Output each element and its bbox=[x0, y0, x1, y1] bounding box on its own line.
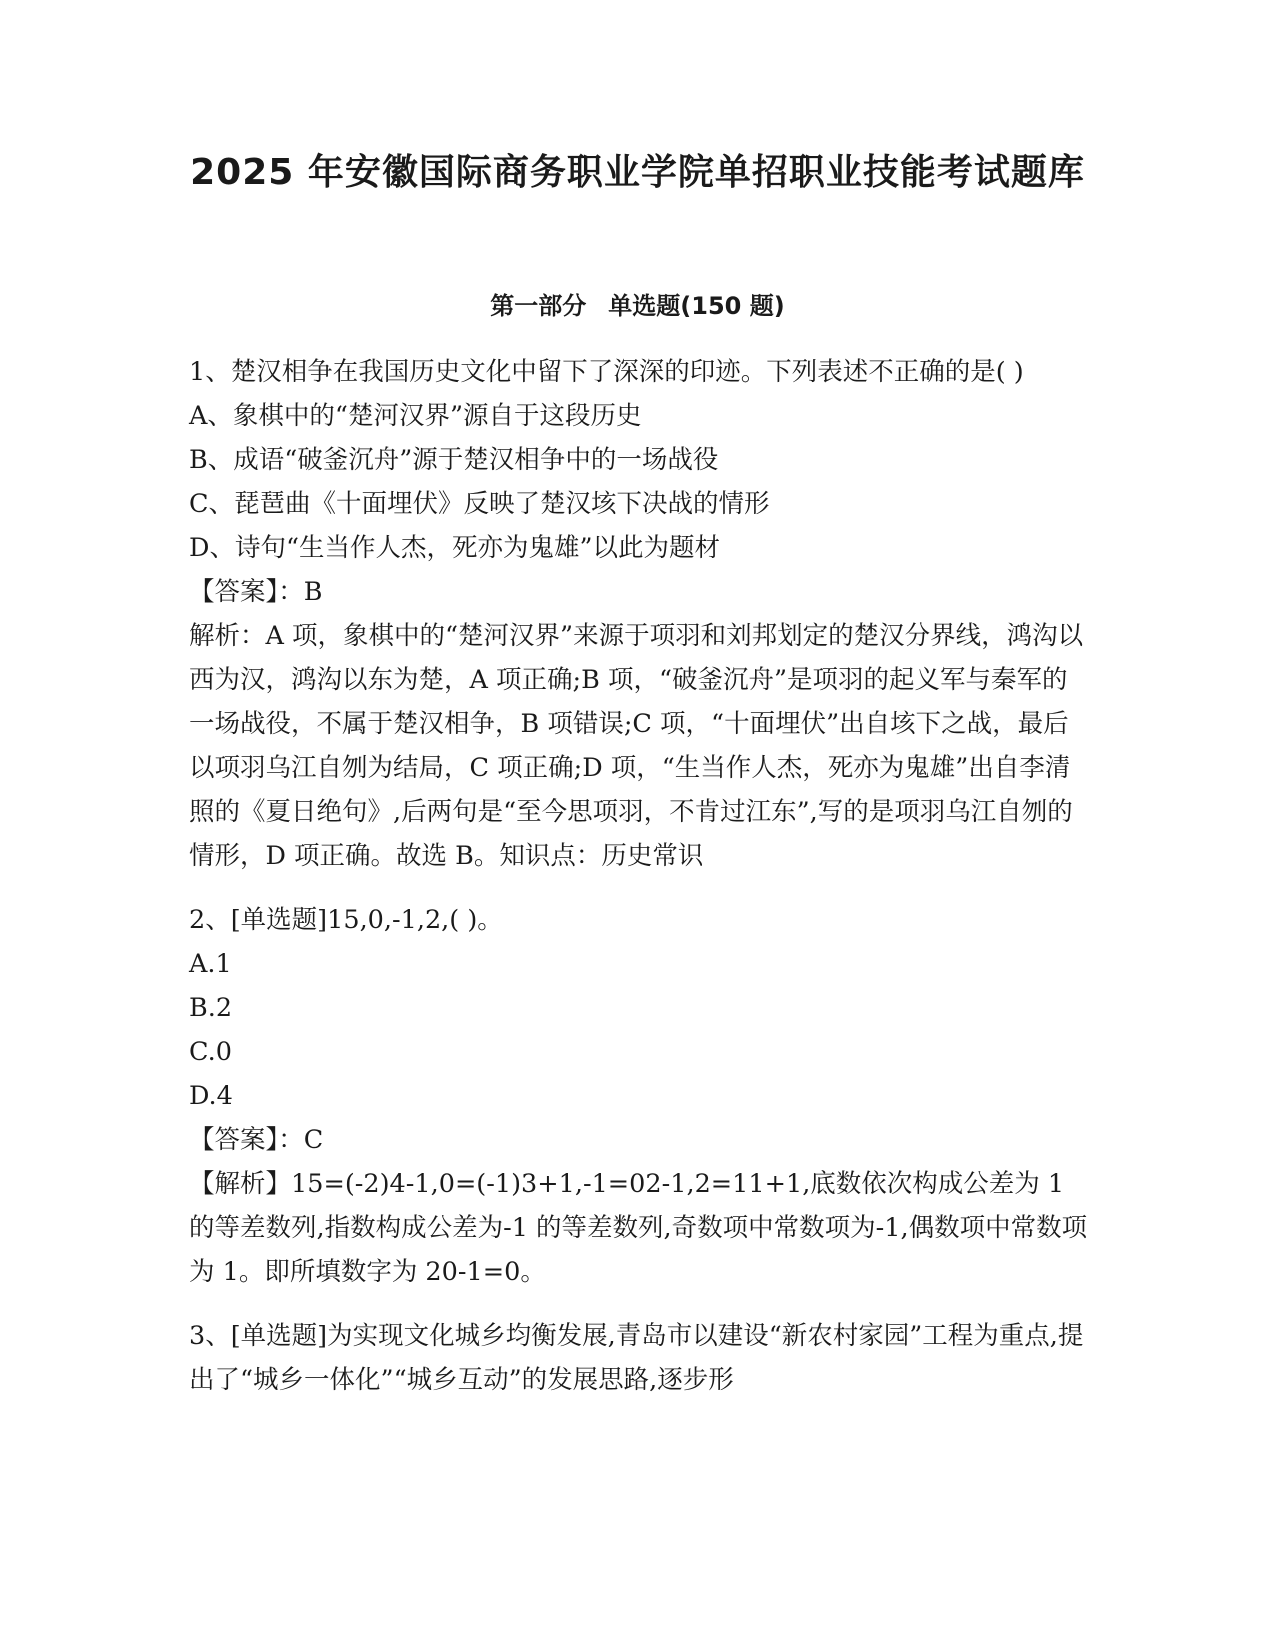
question-stem: 1、楚汉相争在我国历史文化中留下了深深的印迹。下列表述不正确的是( ) bbox=[189, 357, 1024, 387]
option-d: D.4 bbox=[189, 1081, 233, 1111]
option-b: B、成语“破釜沉舟”源于楚汉相争中的一场战役 bbox=[189, 445, 719, 475]
option-b: B.2 bbox=[189, 993, 233, 1023]
option-d: D、诗句“生当作人杰，死亦为鬼雄”以此为题材 bbox=[189, 533, 721, 563]
document-title: 2025 年安徽国际商务职业学院单招职业技能考试题库 bbox=[190, 152, 1085, 193]
question-2 bbox=[189, 898, 1089, 1294]
answer: 【答案】：B bbox=[189, 577, 323, 607]
question-stem: 3、[单选题]为实现文化城乡均衡发展,青岛市以建设“新农村家园”工程为重点,提出了“城乡一体化”“城乡互动”的发展思路,逐步形 bbox=[189, 1321, 1084, 1395]
question-list bbox=[189, 350, 1089, 1422]
analysis: 解析：A 项，象棋中的“楚河汉界”来源于项羽和刘邦划定的楚汉分界线，鸿沟以西为汉，鸿沟以东为楚，A 项正确;B 项，“破釜沉舟”是项羽的起义军与秦军的一场战役，不属于楚汉相争，B 项错误;C 项，“十面埋伏”出自垓下之战，最后以项羽乌江自刎为结局，C 项正确;D 项，“生当作人杰，死亦为鬼雄”出自李清照的《夏日绝句》,后两句是“至今思项羽，不肯过江东”,写的是项羽乌江自刎的情形，D 项正确。故选 B。知识点：历史常识 bbox=[189, 621, 1084, 871]
option-a: A、象棋中的“楚河汉界”源自于这段历史 bbox=[189, 401, 642, 431]
option-a: A.1 bbox=[189, 949, 232, 979]
question-1 bbox=[189, 350, 1089, 878]
option-c: C.0 bbox=[189, 1037, 232, 1067]
answer: 【答案】：C bbox=[189, 1125, 324, 1155]
question-3 bbox=[189, 1314, 1089, 1402]
section-name: 单选题(150 题) bbox=[608, 292, 785, 320]
question-stem: 2、[单选题]15,0,-1,2,( )。 bbox=[189, 905, 503, 935]
analysis: 【解析】15=(-2)4-1,0=(-1)3+1,-1=02-1,2=11+1,底数依次构成公差为 1 的等差数列,指数构成公差为-1 的等差数列,奇数项中常数项为-1,偶数项中常数项为 1。即所填数字为 20-1=0。 bbox=[189, 1169, 1088, 1287]
section-part: 第一部分 bbox=[490, 292, 587, 320]
option-c: C、琵琶曲《十面埋伏》反映了楚汉垓下决战的情形 bbox=[189, 489, 770, 519]
section-title bbox=[0, 288, 1275, 324]
